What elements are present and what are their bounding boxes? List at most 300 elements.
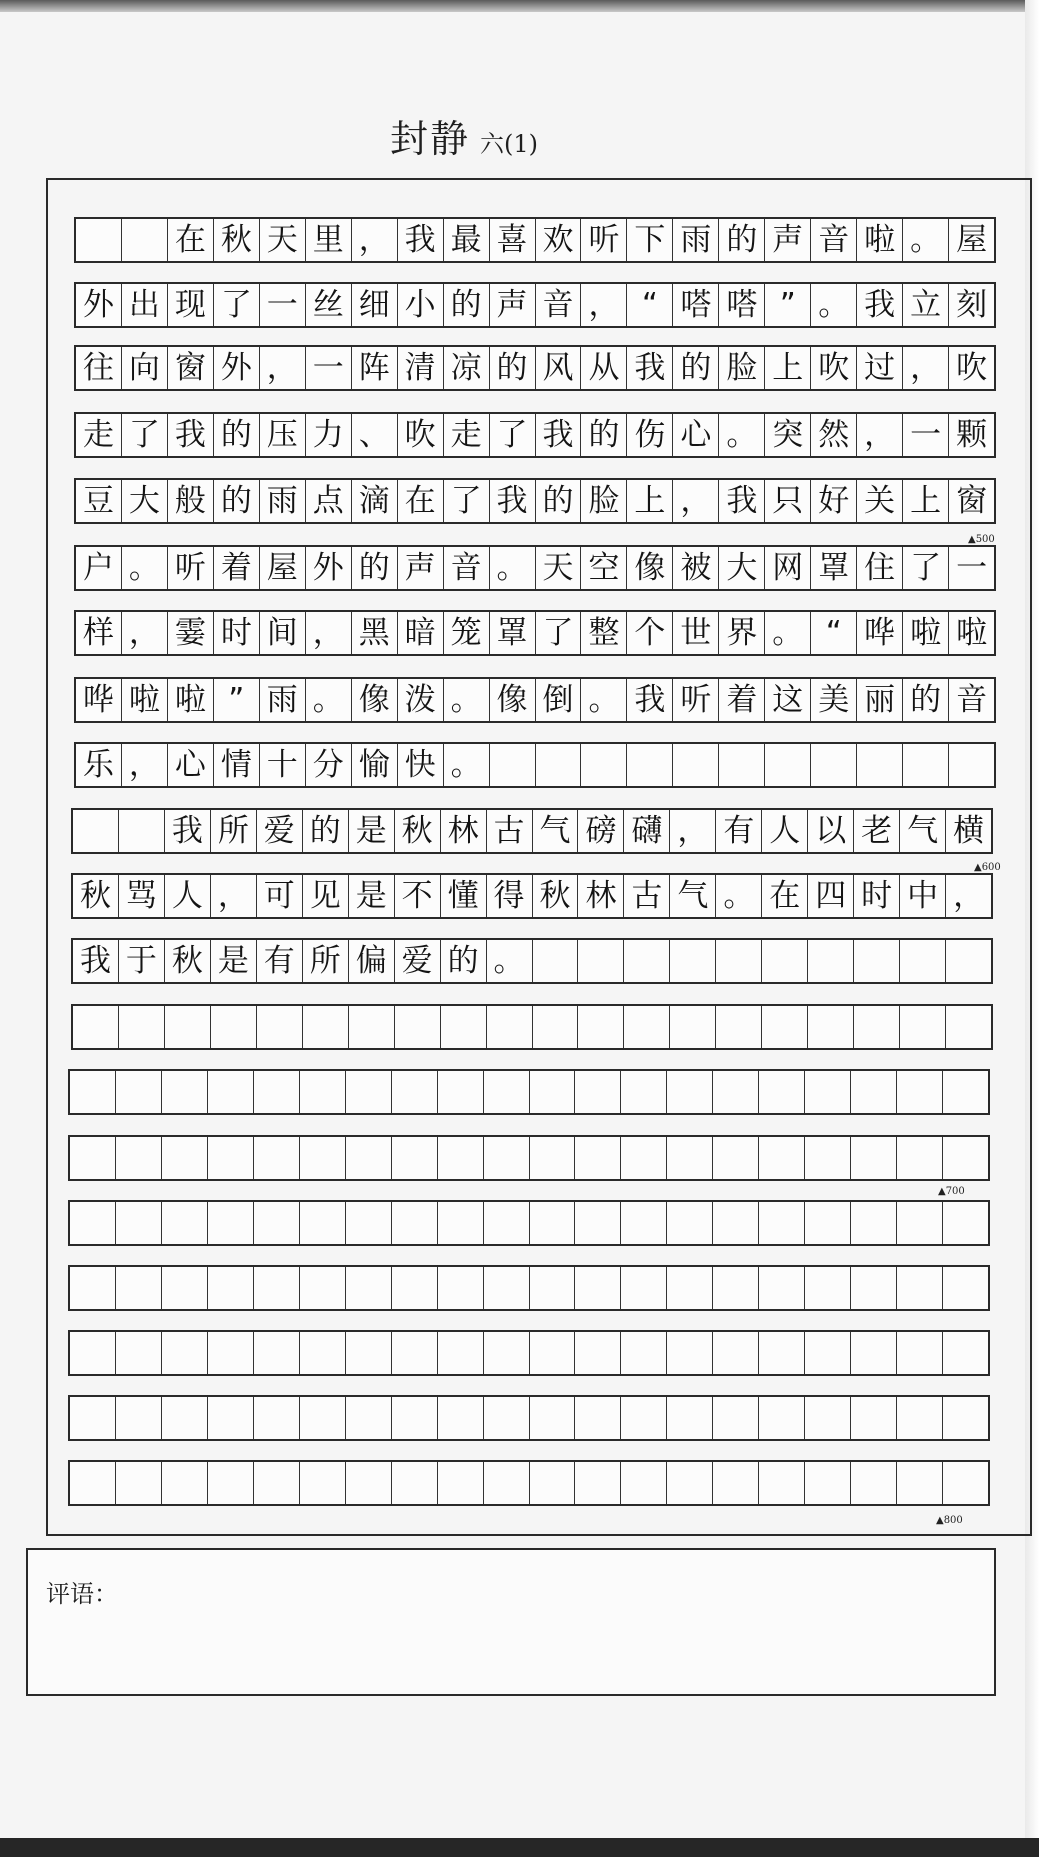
grid-cell: 气 bbox=[900, 810, 946, 852]
grid-cell: 向 bbox=[122, 347, 168, 389]
grid-cell: 的 bbox=[444, 284, 490, 326]
grid-cell bbox=[621, 1462, 667, 1504]
grid-cell bbox=[575, 1462, 621, 1504]
grid-cell: 屋 bbox=[260, 547, 306, 589]
grid-cell bbox=[346, 1071, 392, 1113]
grid-cell bbox=[670, 940, 716, 982]
grid-cell: 一 bbox=[956, 549, 988, 586]
grid-cell bbox=[805, 1462, 851, 1504]
grid-cell bbox=[162, 1267, 208, 1309]
grid-row bbox=[68, 1460, 990, 1506]
grid-cell: 整 bbox=[581, 612, 627, 654]
grid-cell bbox=[575, 1332, 621, 1374]
grid-cell bbox=[621, 1332, 667, 1374]
grid-cell: 往 bbox=[76, 347, 122, 389]
grid-cell: 颗 bbox=[956, 416, 988, 453]
grid-cell: 礴 bbox=[624, 810, 670, 852]
grid-cell bbox=[530, 1137, 576, 1179]
grid-cell bbox=[70, 1332, 116, 1374]
grid-cell bbox=[487, 1006, 533, 1048]
grid-cell bbox=[713, 1332, 759, 1374]
grid-cell: 林 bbox=[441, 810, 487, 852]
grid-cell bbox=[851, 1202, 897, 1244]
grid-cell: 力 bbox=[306, 414, 352, 456]
grid-cell: 美 bbox=[811, 679, 857, 721]
paper-bottom-edge bbox=[0, 1838, 1039, 1857]
grid-cell bbox=[349, 1006, 395, 1048]
grid-cell: 的 bbox=[536, 480, 582, 522]
grid-cell: 豆 bbox=[76, 480, 122, 522]
grid-cell: 被 bbox=[673, 547, 719, 589]
grid-cell: 个 bbox=[627, 612, 673, 654]
grid-cell: 。 bbox=[581, 679, 627, 721]
grid-cell: 于 bbox=[119, 940, 165, 982]
grid-cell bbox=[162, 1332, 208, 1374]
grid-cell bbox=[897, 1397, 943, 1439]
grid-cell: 一 bbox=[306, 347, 352, 389]
grid-cell: 。 bbox=[765, 612, 811, 654]
grid-row bbox=[74, 742, 996, 788]
grid-cell: 听 bbox=[673, 679, 719, 721]
grid-cell bbox=[897, 1267, 943, 1309]
word-count-marker-600: ▲600 bbox=[974, 862, 1001, 873]
grid-cell: 乐 bbox=[76, 744, 122, 786]
grid-cell bbox=[162, 1137, 208, 1179]
grid-cell bbox=[484, 1332, 530, 1374]
grid-row bbox=[68, 1200, 990, 1246]
grid-cell: 像 bbox=[627, 547, 673, 589]
grid-cell bbox=[811, 744, 857, 786]
grid-cell: 、 bbox=[352, 414, 398, 456]
grid-cell: 嗒 bbox=[673, 284, 719, 326]
grid-cell: 哗 bbox=[76, 679, 122, 721]
grid-cell: 老 bbox=[854, 810, 900, 852]
grid-cell: 。 bbox=[122, 547, 168, 589]
grid-row bbox=[71, 873, 993, 919]
grid-cell bbox=[254, 1071, 300, 1113]
grid-cell bbox=[851, 1462, 897, 1504]
grid-cell bbox=[897, 1462, 943, 1504]
grid-cell: 我 bbox=[73, 940, 119, 982]
grid-cell bbox=[116, 1137, 162, 1179]
grid-cell bbox=[897, 1137, 943, 1179]
grid-cell: ， bbox=[581, 284, 627, 326]
grid-cell: 时 bbox=[854, 875, 900, 917]
grid-cell bbox=[162, 1462, 208, 1504]
grid-cell bbox=[70, 1267, 116, 1309]
grid-cell: 喜 bbox=[490, 219, 536, 261]
grid-cell: 细 bbox=[352, 284, 398, 326]
grid-cell bbox=[116, 1202, 162, 1244]
grid-cell: 了 bbox=[490, 414, 536, 456]
grid-cell: 吹 bbox=[398, 414, 444, 456]
grid-cell bbox=[575, 1071, 621, 1113]
grid-row bbox=[68, 1330, 990, 1376]
grid-cell: “ bbox=[811, 612, 857, 654]
grid-cell bbox=[438, 1332, 484, 1374]
grid-cell bbox=[530, 1202, 576, 1244]
grid-cell: 人 bbox=[165, 875, 211, 917]
grid-cell: 人 bbox=[762, 810, 808, 852]
grid-cell bbox=[578, 940, 624, 982]
grid-cell: 。 bbox=[444, 679, 490, 721]
grid-cell bbox=[854, 1006, 900, 1048]
grid-cell: 。 bbox=[716, 875, 762, 917]
grid-cell bbox=[116, 1397, 162, 1439]
grid-cell bbox=[76, 219, 122, 261]
grid-cell bbox=[300, 1202, 346, 1244]
grid-cell: ， bbox=[260, 347, 306, 389]
grid-cell bbox=[73, 810, 119, 852]
grid-cell bbox=[759, 1332, 805, 1374]
grid-cell: 听 bbox=[581, 219, 627, 261]
grid-cell: 黑 bbox=[352, 612, 398, 654]
grid-cell bbox=[667, 1462, 713, 1504]
grid-cell: 关 bbox=[857, 480, 903, 522]
grid-cell: 里 bbox=[306, 219, 352, 261]
grid-cell bbox=[667, 1137, 713, 1179]
grid-cell: 小 bbox=[398, 284, 444, 326]
grid-cell: 声 bbox=[490, 284, 536, 326]
grid-cell bbox=[300, 1267, 346, 1309]
grid-row bbox=[68, 1395, 990, 1441]
grid-cell bbox=[300, 1137, 346, 1179]
grid-row bbox=[74, 677, 996, 723]
grid-cell: 罩 bbox=[811, 547, 857, 589]
grid-cell bbox=[851, 1267, 897, 1309]
grid-cell: 现 bbox=[168, 284, 214, 326]
grid-cell bbox=[805, 1137, 851, 1179]
grid-cell bbox=[254, 1202, 300, 1244]
grid-cell bbox=[300, 1332, 346, 1374]
grid-cell: 是 bbox=[211, 940, 257, 982]
grid-cell: 户 bbox=[76, 547, 122, 589]
grid-cell bbox=[854, 940, 900, 982]
grid-cell: 突 bbox=[765, 414, 811, 456]
grid-cell bbox=[438, 1137, 484, 1179]
grid-cell: 屋 bbox=[956, 221, 988, 258]
word-count-marker-500: ▲500 bbox=[968, 534, 995, 545]
grid-cell: 立 bbox=[903, 284, 949, 326]
grid-cell: 上 bbox=[903, 480, 949, 522]
grid-cell bbox=[851, 1071, 897, 1113]
grid-cell: 。 bbox=[487, 940, 533, 982]
grid-cell: 爱 bbox=[395, 940, 441, 982]
grid-cell bbox=[624, 1006, 670, 1048]
grid-cell bbox=[484, 1267, 530, 1309]
grid-cell: 滴 bbox=[352, 480, 398, 522]
grid-cell bbox=[211, 1006, 257, 1048]
grid-cell: 从 bbox=[581, 347, 627, 389]
grid-cell bbox=[300, 1397, 346, 1439]
grid-cell bbox=[116, 1462, 162, 1504]
grid-cell bbox=[254, 1137, 300, 1179]
grid-cell bbox=[762, 1006, 808, 1048]
grid-row bbox=[68, 1265, 990, 1311]
grid-cell bbox=[759, 1397, 805, 1439]
grid-cell bbox=[392, 1332, 438, 1374]
grid-cell: 听 bbox=[168, 547, 214, 589]
grid-cell: ” bbox=[214, 679, 260, 721]
grid-cell: 时 bbox=[214, 612, 260, 654]
grid-cell: 以 bbox=[808, 810, 854, 852]
grid-cell: 快 bbox=[398, 744, 444, 786]
grid-cell: 林 bbox=[578, 875, 624, 917]
grid-cell bbox=[536, 744, 582, 786]
grid-cell bbox=[667, 1332, 713, 1374]
grid-cell bbox=[805, 1397, 851, 1439]
grid-cell: “ bbox=[627, 284, 673, 326]
grid-cell: 心 bbox=[168, 744, 214, 786]
grid-cell: 得 bbox=[487, 875, 533, 917]
grid-cell bbox=[851, 1137, 897, 1179]
grid-cell bbox=[300, 1071, 346, 1113]
grid-cell: 我 bbox=[490, 480, 536, 522]
grid-cell: 走 bbox=[444, 414, 490, 456]
grid-cell bbox=[392, 1137, 438, 1179]
grid-cell bbox=[438, 1071, 484, 1113]
grid-cell: 了 bbox=[536, 612, 582, 654]
grid-cell: 。 bbox=[490, 547, 536, 589]
grid-cell: 心 bbox=[673, 414, 719, 456]
grid-cell bbox=[346, 1332, 392, 1374]
grid-cell: 吹 bbox=[811, 347, 857, 389]
grid-cell: 有 bbox=[257, 940, 303, 982]
grid-cell: ， bbox=[352, 219, 398, 261]
grid-cell: 的 bbox=[673, 347, 719, 389]
grid-cell: 我 bbox=[857, 284, 903, 326]
grid-cell: 压 bbox=[260, 414, 306, 456]
grid-cell: 音 bbox=[444, 547, 490, 589]
grid-cell bbox=[949, 744, 994, 786]
grid-cell: 啦 bbox=[122, 679, 168, 721]
grid-cell: 懂 bbox=[441, 875, 487, 917]
grid-cell: 点 bbox=[306, 480, 352, 522]
grid-cell bbox=[808, 940, 854, 982]
author-name: 封静 bbox=[390, 117, 471, 161]
grid-cell bbox=[713, 1137, 759, 1179]
grid-cell: 只 bbox=[765, 480, 811, 522]
grid-cell bbox=[530, 1462, 576, 1504]
grid-cell: 间 bbox=[260, 612, 306, 654]
grid-cell bbox=[943, 1397, 988, 1439]
grid-cell: 过 bbox=[857, 347, 903, 389]
grid-cell: 天 bbox=[536, 547, 582, 589]
grid-cell: 大 bbox=[719, 547, 765, 589]
grid-cell bbox=[943, 1137, 988, 1179]
grid-cell: 外 bbox=[306, 547, 352, 589]
grid-cell bbox=[346, 1267, 392, 1309]
grid-cell bbox=[346, 1202, 392, 1244]
grid-row bbox=[74, 478, 996, 524]
grid-cell bbox=[759, 1267, 805, 1309]
grid-cell: 这 bbox=[765, 679, 811, 721]
grid-cell bbox=[165, 1006, 211, 1048]
grid-cell: 风 bbox=[536, 347, 582, 389]
grid-cell bbox=[70, 1462, 116, 1504]
grid-cell bbox=[116, 1267, 162, 1309]
grid-cell: 在 bbox=[168, 219, 214, 261]
grid-cell: 一 bbox=[260, 284, 306, 326]
grid-cell: 像 bbox=[352, 679, 398, 721]
grid-cell: 的 bbox=[490, 347, 536, 389]
grid-cell bbox=[484, 1137, 530, 1179]
grid-cell: 啦 bbox=[168, 679, 214, 721]
grid-cell: 像 bbox=[490, 679, 536, 721]
grid-cell bbox=[208, 1071, 254, 1113]
grid-cell bbox=[719, 744, 765, 786]
grid-cell bbox=[208, 1397, 254, 1439]
grid-cell bbox=[257, 1006, 303, 1048]
grid-cell: 在 bbox=[762, 875, 808, 917]
grid-cell: 偏 bbox=[349, 940, 395, 982]
grid-cell bbox=[122, 219, 168, 261]
grid-cell: 最 bbox=[444, 219, 490, 261]
grid-cell: ， bbox=[211, 875, 257, 917]
grid-cell: 秋 bbox=[533, 875, 579, 917]
grid-cell bbox=[713, 1071, 759, 1113]
grid-cell: 界 bbox=[719, 612, 765, 654]
grid-cell bbox=[897, 1071, 943, 1113]
grid-cell bbox=[300, 1462, 346, 1504]
grid-cell: 我 bbox=[627, 679, 673, 721]
grid-cell bbox=[903, 744, 949, 786]
grid-cell: 泼 bbox=[398, 679, 444, 721]
grid-cell: 古 bbox=[624, 875, 670, 917]
grid-cell: 愉 bbox=[352, 744, 398, 786]
grid-cell: 不 bbox=[395, 875, 441, 917]
grid-cell bbox=[162, 1202, 208, 1244]
grid-cell bbox=[533, 940, 579, 982]
grid-cell bbox=[713, 1397, 759, 1439]
grid-cell: 。 bbox=[811, 284, 857, 326]
grid-cell bbox=[805, 1332, 851, 1374]
grid-cell bbox=[208, 1332, 254, 1374]
grid-cell bbox=[208, 1462, 254, 1504]
grid-cell: 雨 bbox=[260, 679, 306, 721]
grid-cell bbox=[716, 940, 762, 982]
grid-cell: 中 bbox=[900, 875, 946, 917]
grid-cell bbox=[759, 1137, 805, 1179]
grid-cell bbox=[667, 1202, 713, 1244]
grid-cell bbox=[897, 1202, 943, 1244]
grid-cell: 丽 bbox=[857, 679, 903, 721]
grid-cell bbox=[805, 1071, 851, 1113]
grid-cell: 了 bbox=[122, 414, 168, 456]
grid-cell: ， bbox=[903, 347, 949, 389]
grid-cell: 分 bbox=[306, 744, 352, 786]
grid-cell: 是 bbox=[349, 810, 395, 852]
grid-cell: 般 bbox=[168, 480, 214, 522]
grid-row bbox=[68, 1069, 990, 1115]
grid-cell: 暗 bbox=[398, 612, 444, 654]
grid-cell: 阵 bbox=[352, 347, 398, 389]
grid-cell: ， bbox=[122, 612, 168, 654]
grid-cell bbox=[575, 1267, 621, 1309]
grid-cell bbox=[484, 1397, 530, 1439]
grid-cell: 吹 bbox=[956, 349, 988, 386]
grid-cell: 的 bbox=[214, 414, 260, 456]
grid-cell: 了 bbox=[444, 480, 490, 522]
grid-cell: 窗 bbox=[956, 482, 988, 519]
grid-cell: 骂 bbox=[119, 875, 165, 917]
grid-cell bbox=[713, 1202, 759, 1244]
grid-cell bbox=[392, 1267, 438, 1309]
grid-cell: 雨 bbox=[260, 480, 306, 522]
grid-row bbox=[74, 282, 996, 328]
grid-cell: 网 bbox=[765, 547, 811, 589]
grid-cell: 的 bbox=[214, 480, 260, 522]
grid-cell: 样 bbox=[76, 612, 122, 654]
grid-row bbox=[74, 412, 996, 458]
grid-cell: 笼 bbox=[444, 612, 490, 654]
grid-row bbox=[71, 1004, 993, 1050]
grid-cell bbox=[667, 1071, 713, 1113]
grid-cell bbox=[484, 1202, 530, 1244]
grid-cell: 了 bbox=[903, 547, 949, 589]
grid-cell: 大 bbox=[122, 480, 168, 522]
grid-cell: 见 bbox=[303, 875, 349, 917]
grid-cell bbox=[667, 1267, 713, 1309]
grid-cell bbox=[621, 1137, 667, 1179]
grid-cell: 秋 bbox=[214, 219, 260, 261]
grid-cell: 罩 bbox=[490, 612, 536, 654]
grid-cell bbox=[575, 1397, 621, 1439]
grid-cell: 下 bbox=[627, 219, 673, 261]
grid-cell bbox=[673, 744, 719, 786]
grid-cell bbox=[119, 1006, 165, 1048]
grid-cell: 我 bbox=[627, 347, 673, 389]
grid-cell: 我 bbox=[536, 414, 582, 456]
grid-cell bbox=[346, 1462, 392, 1504]
grid-cell: 的 bbox=[581, 414, 627, 456]
grid-cell bbox=[897, 1332, 943, 1374]
grid-cell bbox=[759, 1071, 805, 1113]
grid-cell bbox=[900, 1006, 946, 1048]
grid-cell bbox=[484, 1071, 530, 1113]
grid-cell: 四 bbox=[808, 875, 854, 917]
grid-cell bbox=[762, 940, 808, 982]
grid-cell: ， bbox=[122, 744, 168, 786]
grid-row bbox=[74, 217, 996, 263]
grid-cell: 霎 bbox=[168, 612, 214, 654]
grid-cell: 天 bbox=[260, 219, 306, 261]
grid-cell bbox=[805, 1202, 851, 1244]
grid-cell: 伤 bbox=[627, 414, 673, 456]
grid-cell: 着 bbox=[214, 547, 260, 589]
grid-cell: 气 bbox=[670, 875, 716, 917]
grid-cell bbox=[119, 810, 165, 852]
grid-cell bbox=[208, 1202, 254, 1244]
grid-cell bbox=[943, 1332, 988, 1374]
grid-cell: 一 bbox=[903, 414, 949, 456]
grid-cell bbox=[70, 1397, 116, 1439]
grid-cell bbox=[441, 1006, 487, 1048]
grid-cell: 雨 bbox=[673, 219, 719, 261]
grid-cell bbox=[575, 1137, 621, 1179]
grid-cell: ， bbox=[857, 414, 903, 456]
grid-cell: 啦 bbox=[903, 612, 949, 654]
grid-cell bbox=[943, 1267, 988, 1309]
grid-cell: 脸 bbox=[719, 347, 765, 389]
grid-cell: 秋 bbox=[165, 940, 211, 982]
grid-cell bbox=[713, 1267, 759, 1309]
grid-cell bbox=[943, 1202, 988, 1244]
grid-cell: 秋 bbox=[73, 875, 119, 917]
grid-cell: 哗 bbox=[857, 612, 903, 654]
grid-cell bbox=[392, 1462, 438, 1504]
comment-label: 评语： bbox=[46, 1580, 118, 1608]
